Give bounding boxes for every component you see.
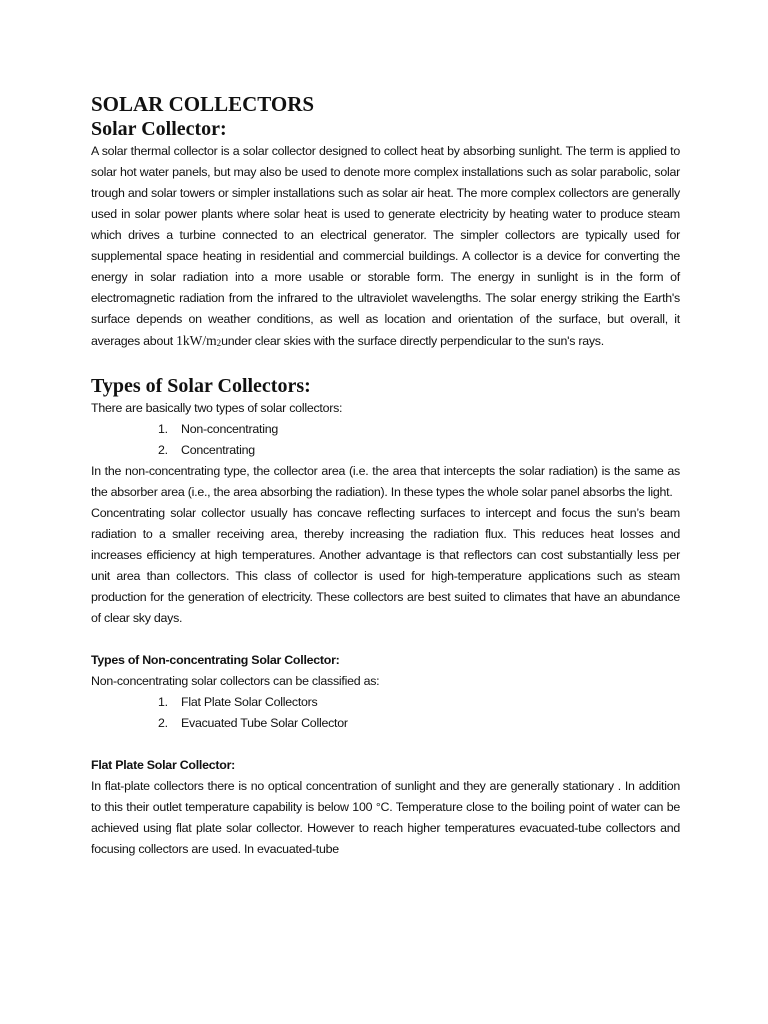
spacer (91, 734, 680, 755)
list-item (91, 440, 680, 461)
list-item-number: 1. (158, 695, 168, 709)
list-item-label: Concentrating (181, 443, 255, 457)
flat-plate-paragraph: In flat-plate collectors there is no optical concentration of sunlight and they are generally stationary . In addition to this their outlet temperature capability is below 100 °C. Temperature close to the boiling point of water can be achieved using flat plate solar collector. However to reach higher temperatures evacuated-tube collectors and focusing collectors are used. In evacuated-tube (91, 779, 680, 856)
types-list (91, 419, 680, 461)
list-item-number: 1. (158, 422, 168, 436)
document-page (91, 92, 680, 860)
subheading-flat-plate: Flat Plate Solar Collector: (91, 758, 236, 772)
power-density-unit-subscript: 2 (216, 338, 222, 348)
list-item-label: Evacuated Tube Solar Collector (181, 716, 348, 730)
list-item (91, 419, 680, 440)
non-concentrating-list (91, 692, 680, 734)
list-item (91, 713, 680, 734)
list-item-number: 2. (158, 716, 168, 730)
solar-collector-text-part1: A solar thermal collector is a solar collector designed to collect heat by absorbing sunlight. The term is applied to solar hot water panels, but may also be used to denote more complex installations such as solar parabolic, solar trough and solar towers or simpler installations such as solar air heat. The more complex collectors are generally used in solar power plants where solar heat is used to generate electricity by heating water to produce steam which drives a turbine connected to an electrical generator. The simpler collectors are typically used for supplemental space heating in residential and commercial buildings. A collector is a device for converting the energy in solar radiation into a more usable or storable form. The energy in sunlight is in the form of electromagnetic radiation from the infrared to the ultraviolet wavelengths. The solar energy striking the Earth's surface depends on weather conditions, as well as location and orientation of the surface, but overall, it averages about (91, 144, 680, 348)
solar-collector-paragraph (91, 141, 680, 353)
document-title: SOLAR COLLECTORS (91, 92, 315, 116)
section-heading-types: Types of Solar Collectors: (91, 375, 311, 397)
non-concentrating-paragraph: In the non-concentrating type, the collector area (i.e. the area that intercepts the solar radiation) is the same as the absorber area (i.e., the area absorbing the radiation). In these types the whole solar panel absorbs the light. (91, 464, 680, 499)
spacer (91, 629, 680, 650)
concentrating-paragraph: Concentrating solar collector usually has concave reflecting surfaces to intercept and focus the sun’s beam radiation to a smaller receiving area, thereby increasing the radiation flux. This reduces heat losses and increases efficiency at high temperatures. Another advantage is that reflectors can cost substantially less per unit area than collectors. This class of collector is used for high-temperature applications such as steam production for the generation of electricity. These collectors are best suited to climates that have an abundance of clear sky days. (91, 506, 680, 625)
power-density-unit: 1kW/m (176, 333, 217, 348)
solar-collector-text-part2: under clear skies with the surface directly perpendicular to the sun's rays. (221, 334, 604, 348)
list-item-label: Non-concentrating (181, 422, 278, 436)
list-item (91, 692, 680, 713)
list-item-number: 2. (158, 443, 168, 457)
list-item-label: Flat Plate Solar Collectors (181, 695, 318, 709)
subheading-non-concentrating-types: Types of Non-concentrating Solar Collector: (91, 653, 340, 667)
types-intro: There are basically two types of solar collectors: (91, 401, 343, 415)
non-concentrating-intro: Non-concentrating solar collectors can be classified as: (91, 674, 380, 688)
section-heading-solar-collector: Solar Collector: (91, 118, 227, 140)
